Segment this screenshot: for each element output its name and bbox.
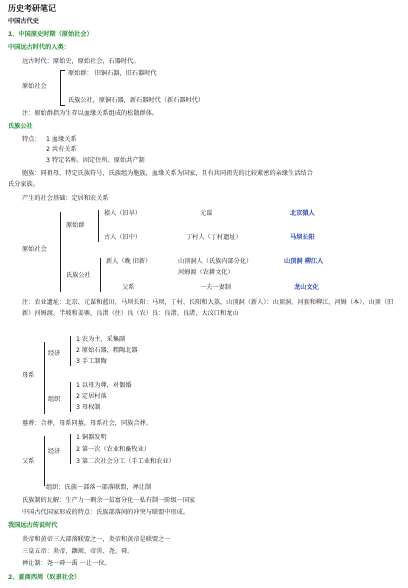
page-title: 历史考研笔记 <box>8 4 56 13</box>
brace-label: 组织 <box>48 396 61 403</box>
text-line: 3 手工制陶 <box>76 358 107 365</box>
section-heading: 中国古代史 <box>8 18 39 25</box>
subsection-heading: 氏族公社 <box>8 123 33 130</box>
brace-label: 母系 <box>22 372 35 379</box>
highlight: 北京猿人 <box>290 210 315 217</box>
text-line: 组织：氏族一部落一部落联盟，禅让制 <box>46 484 152 491</box>
text-line: 3 特定名称、固定住所、原始共产制 <box>46 157 145 164</box>
text-line: 产生的社会基础：定居和农关系 <box>22 195 109 202</box>
text-line: 胞族：同祖母，特定氏族符号，氏族组为胞族，血缘关系为国家，且有共同祖先的比较紧密的亲缘生活结合 <box>22 170 313 177</box>
brace <box>70 382 71 412</box>
text-line: 2 定居村落 <box>76 393 107 400</box>
text-line: 墓葬：合葬，母系同墓，母系社会，同族合葬。 <box>22 420 152 427</box>
text-line: 丁村人（丁村遗址） <box>186 234 242 241</box>
brace-tick <box>60 70 65 71</box>
text-line: 3 母权制 <box>76 404 101 411</box>
note: 注：农业遗址：北京、元谋和蓝田，马坝长阳：马坝、丁村、长阳和大荔，山顶洞（新人）：山顶洞、河套和柳江，河姆（本）、山顶（旧新）河姆渡、半坡和姜寨，良渚（住）良（农）良：良渚、良渚、大汶口和龙山 <box>22 299 394 317</box>
text-line: 河姆渡（农耕文化） <box>178 269 234 276</box>
text-line: 元谋 <box>200 210 213 217</box>
brace-label: 原始社会 <box>22 83 47 90</box>
brace-label: 原始社会 <box>22 246 47 253</box>
brace-label: 经济 <box>48 350 61 357</box>
brace-label: 氏族公社 <box>66 272 91 279</box>
text-line: 1 农为主，采集副 <box>76 336 126 343</box>
text-line: 禅让制：尧一舜一禹 一让一位。 <box>22 560 111 567</box>
text-line: 原始群： 旧铜石器，旧石器时代 <box>68 70 157 77</box>
brace <box>98 210 99 242</box>
text-line: 山顶洞人（氏族内部分化） <box>178 258 253 265</box>
text-line: 2 共有关系 <box>46 146 77 153</box>
text-line: 2 原始石器，粗陶北器 <box>76 347 138 354</box>
text-line: 1 铜器发明 <box>76 434 107 441</box>
text-line: 氏分家族。 <box>8 181 39 188</box>
brace-label: 父系 <box>22 458 35 465</box>
text-line: 古人（旧中） <box>104 234 142 241</box>
note: 注：原始群指为生存以血缘关系组成的松散群体。 <box>22 110 159 117</box>
brace <box>60 70 61 106</box>
brace-tick <box>60 105 65 106</box>
highlight: 山顶洞 柳江人 <box>284 258 324 265</box>
text-line: 一夫一妻制 <box>200 284 231 291</box>
subsection-heading: 中国远古时代的人类： <box>8 44 70 51</box>
text-line: 猿人（旧早） <box>104 210 142 217</box>
label: 特点： <box>22 136 41 143</box>
highlight: 马坝长阳 <box>290 234 315 241</box>
brace <box>60 212 61 292</box>
subsection-heading: 我国远古传说时代 <box>8 522 58 529</box>
subsection-heading: 1、中国原史时期（原始社会） <box>8 31 93 38</box>
text-line: 三皇五帝：炎帝、颛顼、帝喾、尧、舜。 <box>22 548 134 555</box>
text-line: 炎帝和黄帝三大部落联盟之一，炎帝和黄帝是联盟之一 <box>22 536 171 543</box>
brace <box>100 258 101 292</box>
text-line: 中国古代国家形成的特点：氏族部落间的冲突与联盟中形成。 <box>22 509 190 516</box>
text-line: 父系 <box>122 284 135 291</box>
brace <box>70 434 71 464</box>
text-line: 2 第一次（农业和畜牧业） <box>76 446 150 453</box>
text-line: 1 以母为尊，对偶婚 <box>76 382 132 389</box>
text-line: 氏族公社，原铜石器，新石器时代（新石器时代） <box>68 97 205 104</box>
brace-label: 原始群 <box>66 222 85 229</box>
text-line: 3 第二次社会分工（手工业和农业） <box>76 458 175 465</box>
brace <box>70 336 71 366</box>
brace <box>44 342 45 414</box>
text-line: 远古时代：原始史，原始社会，石器时代。 <box>22 58 140 65</box>
text-line: 1 血缘关系 <box>46 136 77 143</box>
text-line: 新人（晚 旧新） <box>106 258 152 265</box>
brace <box>44 436 45 486</box>
subsection-heading: 2、夏商西周（奴隶社会） <box>8 574 81 581</box>
brace-label: 经济 <box>48 448 61 455</box>
text-line: 氏族制的瓦解：生产力一剩余一贫富分化一私有制一阶级一国家 <box>22 497 196 504</box>
highlight: 龙山文化 <box>294 284 319 291</box>
